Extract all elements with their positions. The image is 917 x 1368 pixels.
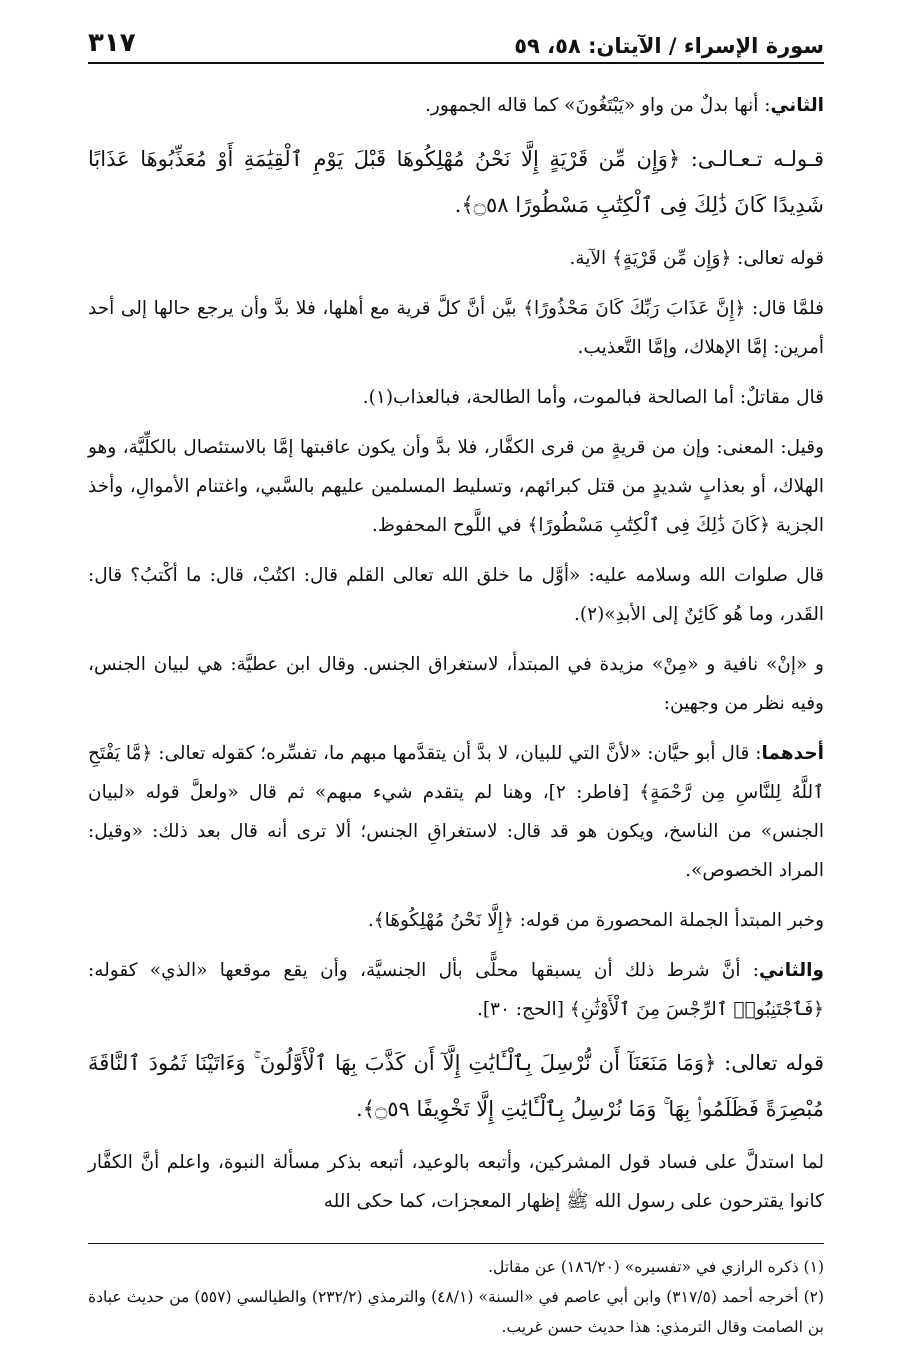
paragraph-text: قوله تعالى: ﴿وَإِن مِّن قَرْيَةٍ﴾ الآية. <box>569 248 824 269</box>
page <box>88 28 824 1342</box>
paragraph-text: قال صلوات الله وسلامه عليه: «أوَّل ما خلق الله تعالى القلم قال: اكتُبْ، قال: ما أكْتبُ؟ قال: القَدر، وما هُو كَائِنٌ إلى الأبدِ»(٢). <box>88 565 824 625</box>
paragraph <box>88 734 824 890</box>
footnote: (١) ذكره الرازي في «تفسيره» (١٨٦/٢٠) عن مقاتل. <box>488 1258 824 1276</box>
paragraph <box>88 289 824 367</box>
paragraph-lead: الثاني <box>770 95 824 116</box>
paragraph <box>88 239 824 278</box>
paragraph <box>88 556 824 634</box>
paragraph-lead: والثاني <box>759 960 824 981</box>
paragraph-text: فلمَّا قال: ﴿إِنَّ عَذَابَ رَبِّكَ كَانَ مَحْذُورًا﴾ بيَّن أنَّ كلَّ قرية مع أهلها، فلا بدَّ وأن يرجع حالها إلى أحد أمرين: إمَّا الإهلاك، وإمَّا التَّعذيب. <box>88 298 824 358</box>
paragraph-text: : قال أبو حيَّان: «لأنَّ التي للبيان، لا بدَّ أن يتقدَّمها مبهم ما، تفسِّره؛ كقوله تعالى: ﴿مَّا يَفْتَحِ ٱللَّهُ لِلنَّاسِ مِن رَّحْمَةٍ﴾ [فاطر: ٢]، وهنا لم يتقدم شيء مبهم» ثم قال «ولعلَّ قوله «لبيان الجنس» من الناسخ، ويكون هو قد قال: لاستغراقِ الجنس؛ ألا ترى أنه قال بعد ذلك: «وقيل: المراد الخصوص». <box>88 743 824 881</box>
body-text <box>88 86 824 1221</box>
page-number: ٣١٧ <box>88 28 136 58</box>
paragraph-text: : أنها بدلٌ من واو «يَبْتَغُونَ» كما قاله الجمهور. <box>425 95 771 116</box>
paragraph-text: لما استدلَّ على فساد قول المشركين، وأتبعه بالوعيد، أتبعه بذكر مسألة النبوة، واعلم أنَّ الكفَّار كانوا يقترحون على رسول الله ﷺ إظهار المعجزات، كما حكى الله <box>88 1152 824 1212</box>
paragraph <box>88 901 824 940</box>
paragraph-text: قال مقاتلٌ: أما الصالحة فبالموت، وأما الطالحة، فبالعذاب(١). <box>362 387 824 408</box>
paragraph <box>88 951 824 1029</box>
paragraph <box>88 378 824 417</box>
footnote: (٢) أخرجه أحمد (٣١٧/٥) وابن أبي عاصم في «السنة» (٤٨/١) والترمذي (٢٣٢/٢) والطيالسي (٥٥٧) من حديث عبادة بن الصامت وقال الترمذي: هذا حديث حسن غريب. <box>88 1288 825 1336</box>
paragraph <box>88 645 824 723</box>
footnotes <box>88 1243 824 1342</box>
paragraph <box>88 428 824 545</box>
paragraph <box>88 86 824 125</box>
paragraph-text: : أنَّ شرط ذلك أن يسبقها محلًّى بأل الجنسيَّة، وأن يقع موقعها «الذي» كقوله: ﴿فَٱجْتَنِبُوا۟ ٱلرِّجْسَ مِنَ ٱلْأَوْثَٰنِ﴾ [الحج: ٣٠]. <box>88 960 824 1020</box>
running-title: سورة الإسراء / الآيتان: ٥٨، ٥٩ <box>514 34 824 58</box>
paragraph-text: قوله تعالى: ﴿وَمَا مَنَعَنَآ أَن نُّرْسِلَ بِٱلْـَٔايَٰتِ إِلَّآ أَن كَذَّبَ بِهَا ٱلْأَوَّلُونَ ۚ وَءَاتَيْنَا ثَمُودَ ٱلنَّاقَةَ مُبْصِرَةً فَظَلَمُوا۟ بِهَا ۚ وَمَا نُرْسِلُ بِٱلْـَٔايَٰتِ إِلَّا تَخْوِيفًا ۝٥٩﴾. <box>88 1051 824 1121</box>
paragraph-text: وقيل: المعنى: وإن من قريةٍ من قرى الكفَّار، فلا بدَّ وأن يكون عاقبتها إمَّا بالاستئصال بالكلِّيَّة، وهو الهلاك، أو بعذابٍ شديدٍ من قتل كبرائهم، وتسليط المسلمين عليهم بالسَّبي، واغتنام الأموالِ، وأخذ الجزية ﴿كَانَ ذَٰلِكَ فِى ٱلْكِتَٰبِ مَسْطُورًا﴾ في اللَّوح المحفوظ. <box>88 437 824 536</box>
paragraph-text: قـولـه تـعـالـى: ﴿وَإِن مِّن قَرْيَةٍ إِلَّا نَحْنُ مُهْلِكُوهَا قَبْلَ يَوْمِ ٱلْقِيَٰمَةِ أَوْ مُعَذِّبُوهَا عَذَابًا شَدِيدًا كَانَ ذَٰلِكَ فِى ٱلْكِتَٰبِ مَسْطُورًا ۝٥٨﴾. <box>88 147 824 217</box>
paragraph-text: وخبر المبتدأ الجملة المحصورة من قوله: ﴿إِلَّا نَحْنُ مُهْلِكُوهَا﴾. <box>367 910 824 931</box>
verse-paragraph <box>88 136 824 228</box>
paragraph-text: و «إنْ» نافية و «مِنْ» مزيدة في المبتدأ، لاستغراق الجنس. وقال ابن عطيَّة: هي لبيان الجنس، وفيه نظر من وجهين: <box>88 654 824 714</box>
paragraph-lead: أحدهما <box>761 743 824 764</box>
paragraph <box>88 1143 824 1221</box>
running-header <box>88 28 824 64</box>
verse-paragraph <box>88 1040 824 1132</box>
